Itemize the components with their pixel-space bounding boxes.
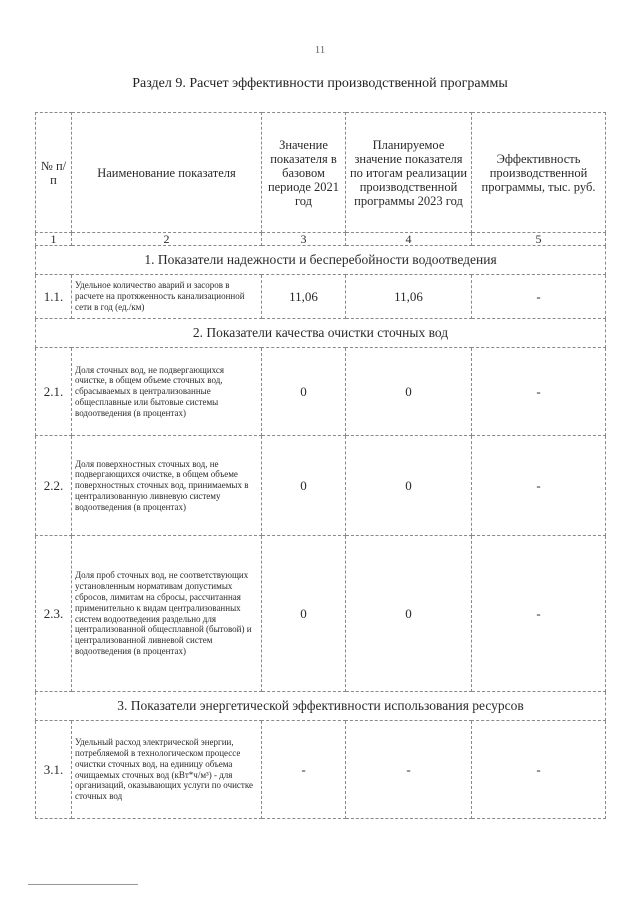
planned-value: 11,06: [346, 275, 472, 319]
header-num: № п/п: [36, 113, 72, 233]
planned-value: 0: [346, 436, 472, 536]
row-number: 2.1.: [36, 348, 72, 436]
row-number: 2.3.: [36, 536, 72, 692]
base-value: 0: [262, 348, 346, 436]
section-title-row: [36, 692, 606, 721]
header-planned-value: Планируемое значение показателя по итогам реализации производственной программы 2023 год: [346, 113, 472, 233]
base-value: -: [262, 721, 346, 819]
planned-value: 0: [346, 348, 472, 436]
efficiency-value: -: [472, 721, 606, 819]
planned-value: 0: [346, 536, 472, 692]
efficiency-value: -: [472, 436, 606, 536]
table-row: [36, 721, 606, 819]
page-number: 11: [314, 44, 326, 56]
section-title: 3. Показатели энергетической эффективности использования ресурсов: [36, 692, 606, 721]
base-value: 0: [262, 436, 346, 536]
header-name: Наименование показателя: [72, 113, 262, 233]
header-base-value: Значение показателя в базовом периоде 2021 год: [262, 113, 346, 233]
efficiency-value: -: [472, 348, 606, 436]
column-number: 2: [72, 233, 262, 246]
section-title-row: [36, 246, 606, 275]
row-number: 3.1.: [36, 721, 72, 819]
section-title: 1. Показатели надежности и бесперебойности водоотведения: [36, 246, 606, 275]
header-efficiency: Эффективность производственной программы, тыс. руб.: [472, 113, 606, 233]
row-number: 1.1.: [36, 275, 72, 319]
indicator-name: Доля сточных вод, не подвергающихся очистке, в общем объеме сточных вод, сбрасываемых в централизованные общесплавные или бытовые системы водоотведения (в процентах): [72, 348, 262, 436]
planned-value: -: [346, 721, 472, 819]
indicator-name: Доля проб сточных вод, не соответствующих установленным нормативам допустимых сбросов, лимитам на сбросы, рассчитанная применительно к видам централизованных систем водоотведения раздельно для централизованной общесплавной (бытовой) и централизованной ливневой систем водоотведения (в процентах): [72, 536, 262, 692]
column-number: 1: [36, 233, 72, 246]
efficiency-table: [35, 112, 606, 819]
table-row: [36, 348, 606, 436]
base-value: 11,06: [262, 275, 346, 319]
header-row: [36, 113, 606, 233]
column-number: 5: [472, 233, 606, 246]
table-row: [36, 536, 606, 692]
indicator-name: Доля поверхностных сточных вод, не подвергающихся очистке, в общем объеме поверхностных сточных вод, принимаемых в централизованную ливневую систему водоотведения (в процентах): [72, 436, 262, 536]
row-number: 2.2.: [36, 436, 72, 536]
section-title: 2. Показатели качества очистки сточных вод: [36, 319, 606, 348]
column-number-row: [36, 233, 606, 246]
table-row: [36, 275, 606, 319]
document-title: Раздел 9. Расчет эффективности производственной программы: [132, 76, 508, 91]
indicator-name: Удельный расход электрической энергии, потребляемой в технологическом процессе очистки сточных вод, на единицу объема очищаемых сточных вод (кВт*ч/м³) - для организаций, оказывающих услуги по очистке сточных вод: [72, 721, 262, 819]
efficiency-value: -: [472, 536, 606, 692]
footer-rule: [28, 884, 138, 885]
section-title-row: [36, 319, 606, 348]
table-row: [36, 436, 606, 536]
efficiency-value: -: [472, 275, 606, 319]
base-value: 0: [262, 536, 346, 692]
column-number: 3: [262, 233, 346, 246]
indicator-name: Удельное количество аварий и засоров в расчете на протяженность канализационной сети в год (ед./км): [72, 275, 262, 319]
column-number: 4: [346, 233, 472, 246]
